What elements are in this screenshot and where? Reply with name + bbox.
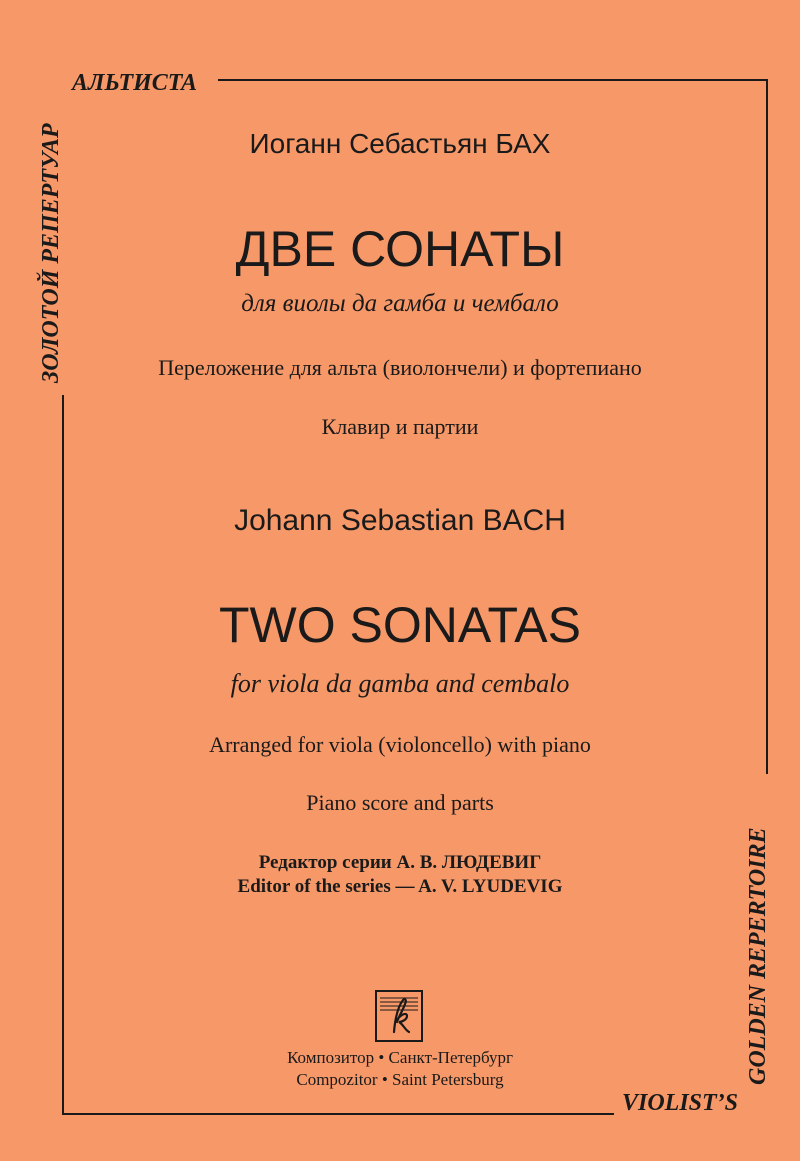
contents-ru: Клавир и партии bbox=[321, 414, 479, 439]
arrangement-en: Arranged for viola (violoncello) with piano bbox=[209, 732, 591, 757]
frame-top-line bbox=[218, 79, 768, 81]
publisher-ru: Композитор • Санкт-Петербург bbox=[287, 1048, 513, 1067]
series-title-ru-vertical: ЗОЛОТОЙ РЕПЕРТУАР bbox=[38, 123, 64, 383]
series-title-en-bottom: VIOLIST’S bbox=[622, 1090, 739, 1116]
title-ru: ДВЕ СОНАТЫ bbox=[235, 221, 565, 277]
publisher-logo bbox=[375, 990, 423, 1042]
arrangement-ru: Переложение для альта (виолончели) и фортепиано bbox=[158, 355, 642, 380]
composer-ru: Иоганн Себастьян БАХ bbox=[249, 128, 551, 159]
editor-en: Editor of the series — A. V. LYUDEVIG bbox=[237, 876, 563, 897]
series-title-ru-top: АЛЬТИСТА bbox=[72, 70, 197, 96]
editor-ru: Редактор серии А. В. ЛЮДЕВИГ bbox=[258, 852, 542, 873]
contents-en: Piano score and parts bbox=[306, 790, 494, 815]
subtitle-en: for viola da gamba and cembalo bbox=[230, 669, 570, 698]
frame-bottom-line bbox=[62, 1113, 614, 1115]
title-en: TWO SONATAS bbox=[218, 597, 582, 653]
publisher-logo-icon bbox=[377, 992, 421, 1040]
publisher-en: Compozitor • Saint Petersburg bbox=[296, 1070, 504, 1089]
composer-en: Johann Sebastian BACH bbox=[234, 504, 566, 537]
series-title-en-vertical: GOLDEN REPERTOIRE bbox=[745, 827, 771, 1085]
subtitle-ru: для виолы да гамба и чембало bbox=[241, 290, 559, 317]
